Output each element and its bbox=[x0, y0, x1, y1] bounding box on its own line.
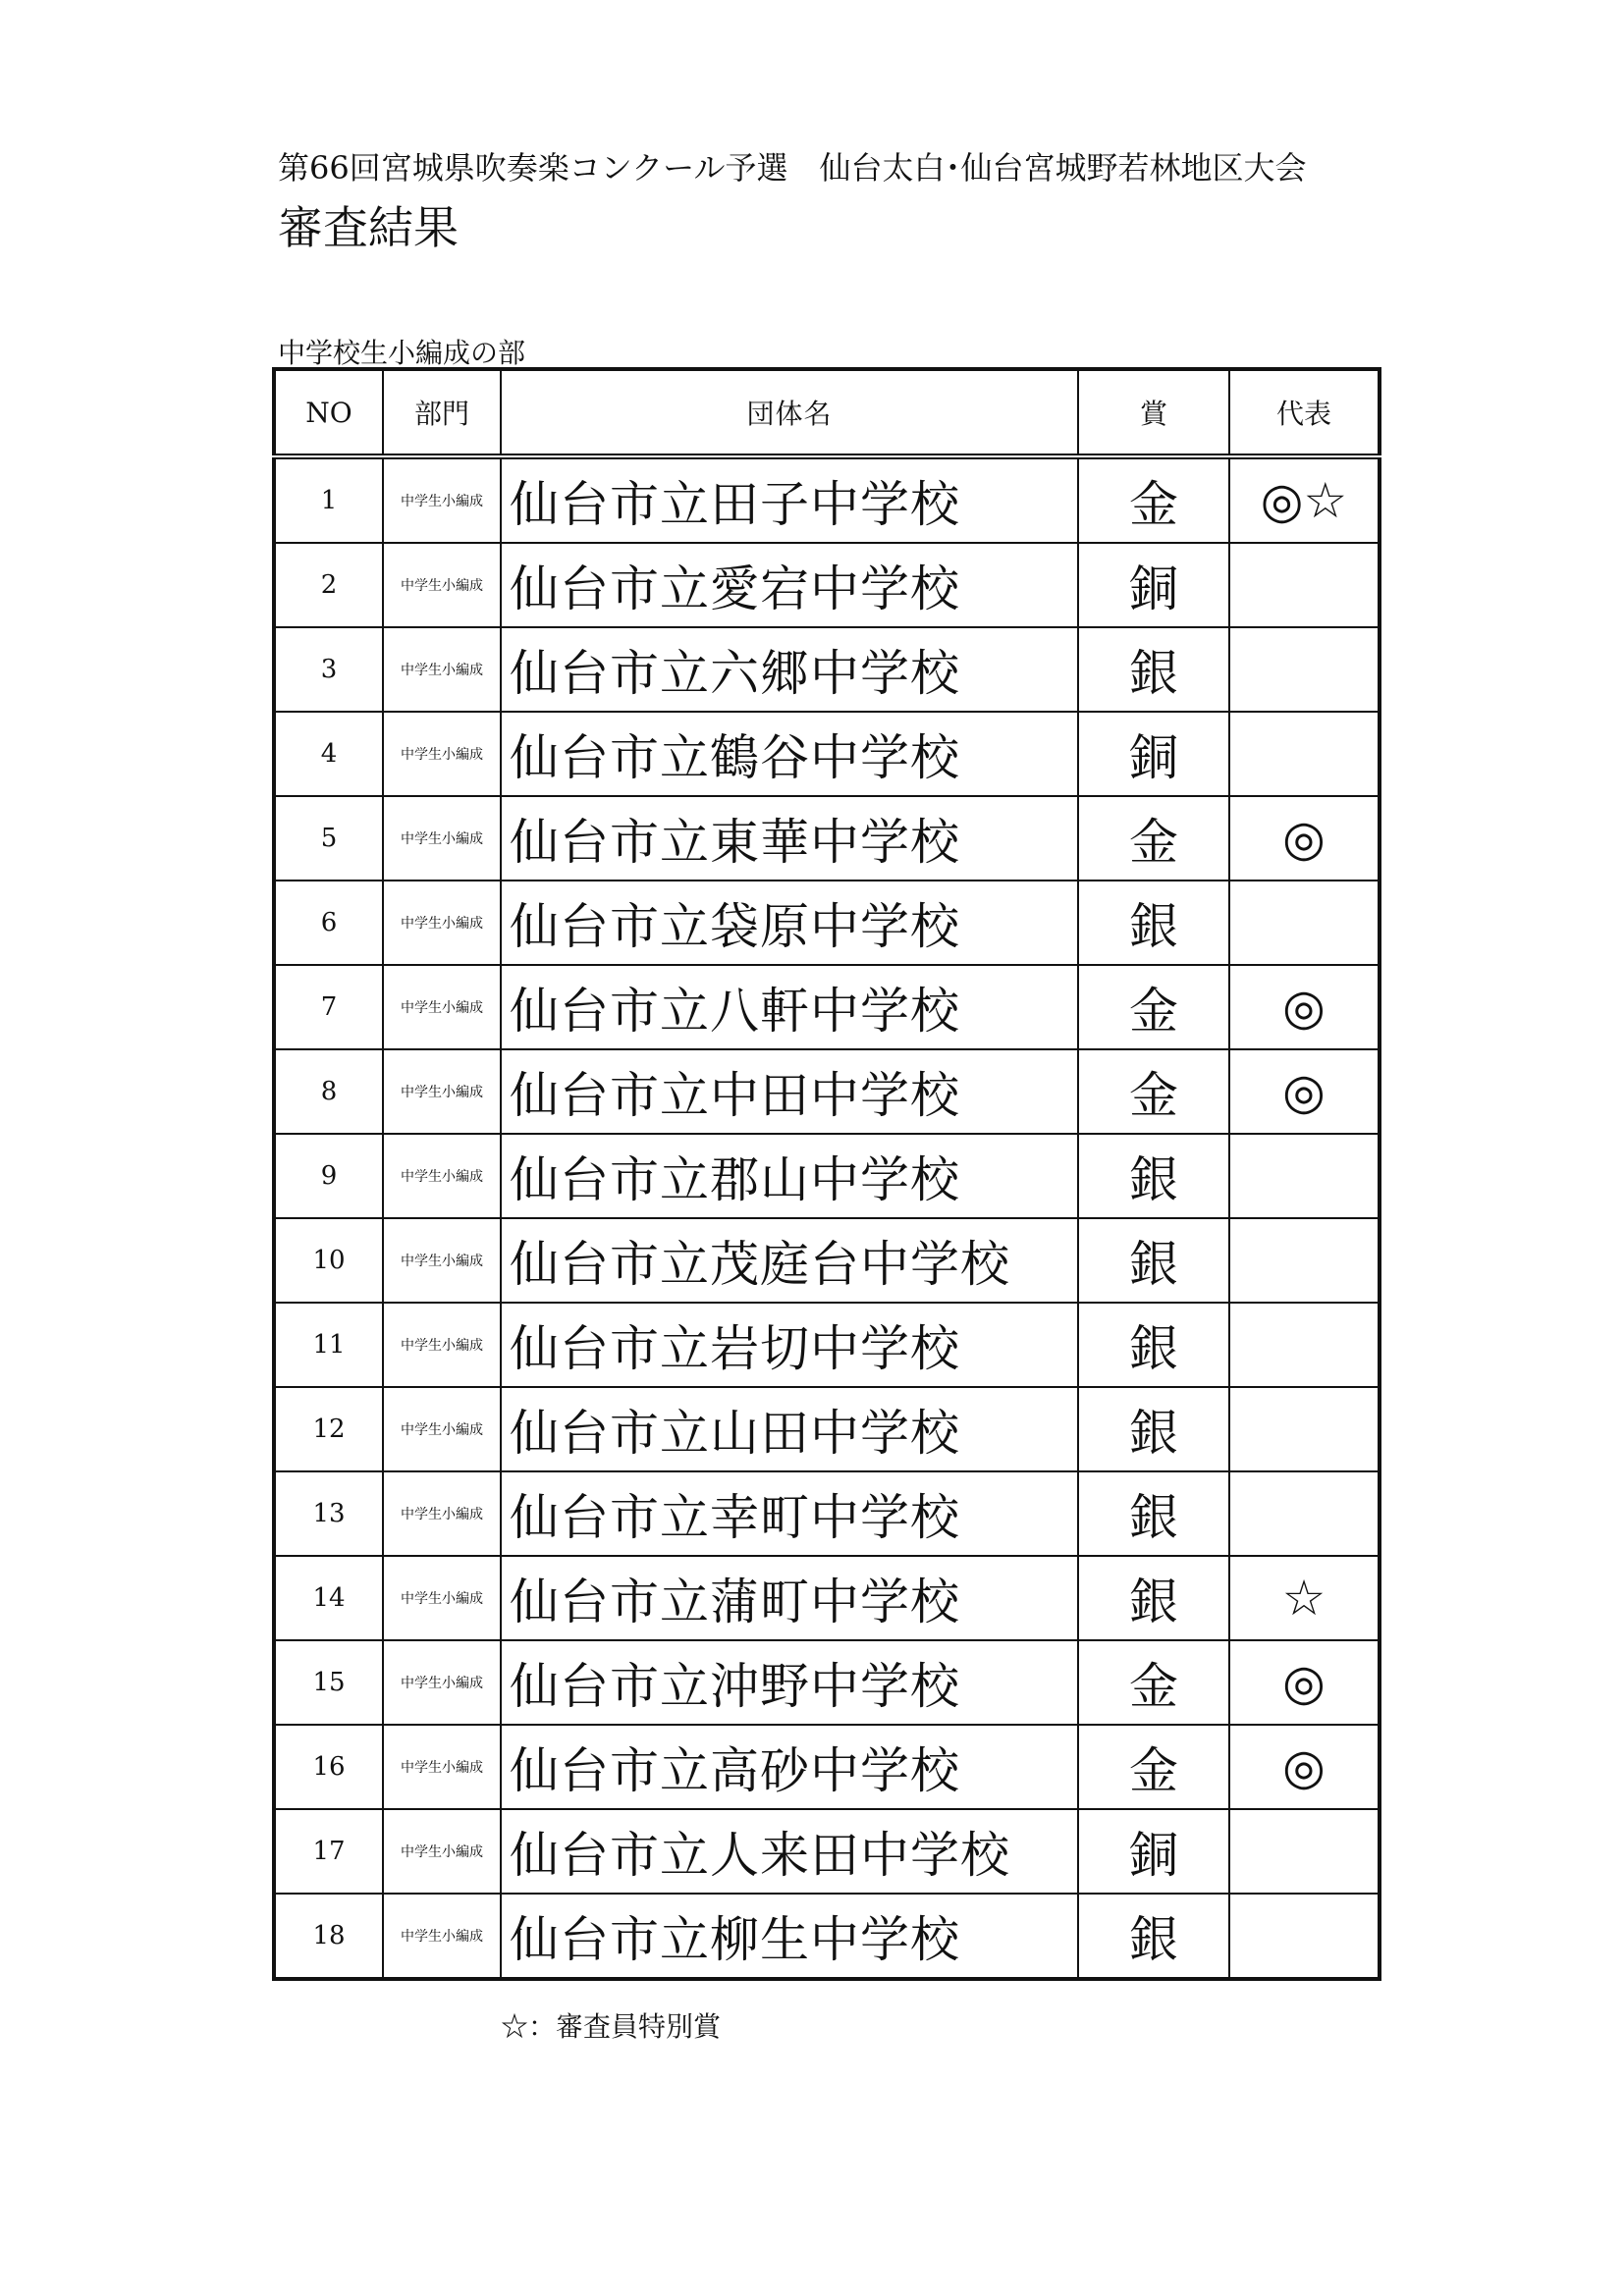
row-division: 中学生小編成 bbox=[383, 965, 501, 1049]
row-prize: 銀 bbox=[1078, 1471, 1229, 1556]
row-representative bbox=[1229, 1894, 1380, 1979]
row-division: 中学生小編成 bbox=[383, 456, 501, 543]
row-representative bbox=[1229, 712, 1380, 796]
row-representative bbox=[1229, 543, 1380, 627]
row-representative bbox=[1229, 1387, 1380, 1471]
table-row bbox=[274, 1387, 1380, 1471]
row-number: 18 bbox=[274, 1894, 383, 1979]
table-row bbox=[274, 965, 1380, 1049]
row-school-name: 仙台市立蒲町中学校 bbox=[501, 1556, 1078, 1640]
row-prize: 金 bbox=[1078, 1049, 1229, 1134]
row-prize: 銀 bbox=[1078, 1894, 1229, 1979]
row-school-name: 仙台市立八軒中学校 bbox=[501, 965, 1078, 1049]
row-division: 中学生小編成 bbox=[383, 1387, 501, 1471]
row-number: 11 bbox=[274, 1303, 383, 1387]
row-number: 1 bbox=[274, 456, 383, 543]
row-school-name: 仙台市立山田中学校 bbox=[501, 1387, 1078, 1471]
row-number: 10 bbox=[274, 1218, 383, 1303]
table-row bbox=[274, 1894, 1380, 1979]
row-division: 中学生小編成 bbox=[383, 627, 501, 712]
row-school-name: 仙台市立茂庭台中学校 bbox=[501, 1218, 1078, 1303]
row-school-name: 仙台市立幸町中学校 bbox=[501, 1471, 1078, 1556]
table-row bbox=[274, 1556, 1380, 1640]
row-division: 中学生小編成 bbox=[383, 543, 501, 627]
table-row bbox=[274, 456, 1380, 543]
table-row bbox=[274, 1725, 1380, 1809]
row-school-name: 仙台市立鶴谷中学校 bbox=[501, 712, 1078, 796]
row-representative bbox=[1229, 1218, 1380, 1303]
row-prize: 銅 bbox=[1078, 1809, 1229, 1894]
header-representative: 代表 bbox=[1229, 369, 1380, 456]
row-representative bbox=[1229, 1809, 1380, 1894]
row-prize: 銅 bbox=[1078, 712, 1229, 796]
header-division: 部門 bbox=[383, 369, 501, 456]
row-prize: 銀 bbox=[1078, 881, 1229, 965]
row-division: 中学生小編成 bbox=[383, 1471, 501, 1556]
row-school-name: 仙台市立柳生中学校 bbox=[501, 1894, 1078, 1979]
table-row bbox=[274, 1809, 1380, 1894]
row-representative bbox=[1229, 1471, 1380, 1556]
row-division: 中学生小編成 bbox=[383, 1894, 501, 1979]
row-number: 17 bbox=[274, 1809, 383, 1894]
row-school-name: 仙台市立高砂中学校 bbox=[501, 1725, 1078, 1809]
row-representative: ◎☆ bbox=[1229, 456, 1380, 543]
row-division: 中学生小編成 bbox=[383, 1640, 501, 1725]
row-representative: ◎ bbox=[1229, 1640, 1380, 1725]
header-prize: 賞 bbox=[1078, 369, 1229, 456]
table-row bbox=[274, 543, 1380, 627]
table-row bbox=[274, 627, 1380, 712]
row-representative bbox=[1229, 881, 1380, 965]
row-division: 中学生小編成 bbox=[383, 1556, 501, 1640]
row-school-name: 仙台市立東華中学校 bbox=[501, 796, 1078, 881]
row-number: 14 bbox=[274, 1556, 383, 1640]
row-number: 2 bbox=[274, 543, 383, 627]
table-row bbox=[274, 712, 1380, 796]
row-number: 9 bbox=[274, 1134, 383, 1218]
table-row bbox=[274, 796, 1380, 881]
row-representative: ◎ bbox=[1229, 1725, 1380, 1809]
row-school-name: 仙台市立中田中学校 bbox=[501, 1049, 1078, 1134]
row-prize: 金 bbox=[1078, 796, 1229, 881]
row-division: 中学生小編成 bbox=[383, 712, 501, 796]
row-prize: 金 bbox=[1078, 456, 1229, 543]
row-division: 中学生小編成 bbox=[383, 1809, 501, 1894]
row-representative bbox=[1229, 1134, 1380, 1218]
row-school-name: 仙台市立人来田中学校 bbox=[501, 1809, 1078, 1894]
footnote: ☆：審査員特別賞 bbox=[501, 2010, 722, 2043]
row-prize: 銀 bbox=[1078, 1303, 1229, 1387]
row-prize: 銀 bbox=[1078, 1387, 1229, 1471]
row-number: 6 bbox=[274, 881, 383, 965]
row-prize: 銅 bbox=[1078, 543, 1229, 627]
row-representative bbox=[1229, 1303, 1380, 1387]
document-title: 第66回宮城県吹奏楽コンクール予選 仙台太白･仙台宮城野若林地区大会 bbox=[278, 149, 1307, 187]
row-number: 13 bbox=[274, 1471, 383, 1556]
table-row bbox=[274, 1049, 1380, 1134]
row-school-name: 仙台市立田子中学校 bbox=[501, 456, 1078, 543]
row-division: 中学生小編成 bbox=[383, 881, 501, 965]
row-representative: ☆ bbox=[1229, 1556, 1380, 1640]
row-prize: 銀 bbox=[1078, 1556, 1229, 1640]
row-representative bbox=[1229, 627, 1380, 712]
row-division: 中学生小編成 bbox=[383, 1303, 501, 1387]
section-label: 中学校生小編成の部 bbox=[278, 337, 526, 369]
row-prize: 金 bbox=[1078, 965, 1229, 1049]
row-division: 中学生小編成 bbox=[383, 796, 501, 881]
row-representative: ◎ bbox=[1229, 796, 1380, 881]
header-no: NO bbox=[274, 369, 383, 456]
document-subtitle: 審査結果 bbox=[278, 201, 459, 254]
table-row bbox=[274, 1640, 1380, 1725]
row-number: 15 bbox=[274, 1640, 383, 1725]
row-prize: 銀 bbox=[1078, 1134, 1229, 1218]
row-number: 5 bbox=[274, 796, 383, 881]
row-school-name: 仙台市立岩切中学校 bbox=[501, 1303, 1078, 1387]
row-school-name: 仙台市立郡山中学校 bbox=[501, 1134, 1078, 1218]
row-school-name: 仙台市立六郷中学校 bbox=[501, 627, 1078, 712]
row-representative: ◎ bbox=[1229, 965, 1380, 1049]
row-division: 中学生小編成 bbox=[383, 1134, 501, 1218]
row-division: 中学生小編成 bbox=[383, 1725, 501, 1809]
table-row bbox=[274, 1303, 1380, 1387]
row-division: 中学生小編成 bbox=[383, 1049, 501, 1134]
row-number: 7 bbox=[274, 965, 383, 1049]
table-row bbox=[274, 1134, 1380, 1218]
row-school-name: 仙台市立沖野中学校 bbox=[501, 1640, 1078, 1725]
table-header-row bbox=[274, 369, 1380, 456]
results-table bbox=[272, 367, 1381, 1981]
table-row bbox=[274, 881, 1380, 965]
row-number: 16 bbox=[274, 1725, 383, 1809]
row-school-name: 仙台市立愛宕中学校 bbox=[501, 543, 1078, 627]
row-prize: 金 bbox=[1078, 1725, 1229, 1809]
header-name: 団体名 bbox=[501, 369, 1078, 456]
row-prize: 銀 bbox=[1078, 627, 1229, 712]
table-row bbox=[274, 1471, 1380, 1556]
row-number: 3 bbox=[274, 627, 383, 712]
row-division: 中学生小編成 bbox=[383, 1218, 501, 1303]
row-representative: ◎ bbox=[1229, 1049, 1380, 1134]
row-prize: 金 bbox=[1078, 1640, 1229, 1725]
row-number: 8 bbox=[274, 1049, 383, 1134]
row-number: 12 bbox=[274, 1387, 383, 1471]
row-school-name: 仙台市立袋原中学校 bbox=[501, 881, 1078, 965]
row-number: 4 bbox=[274, 712, 383, 796]
table-row bbox=[274, 1218, 1380, 1303]
row-prize: 銀 bbox=[1078, 1218, 1229, 1303]
